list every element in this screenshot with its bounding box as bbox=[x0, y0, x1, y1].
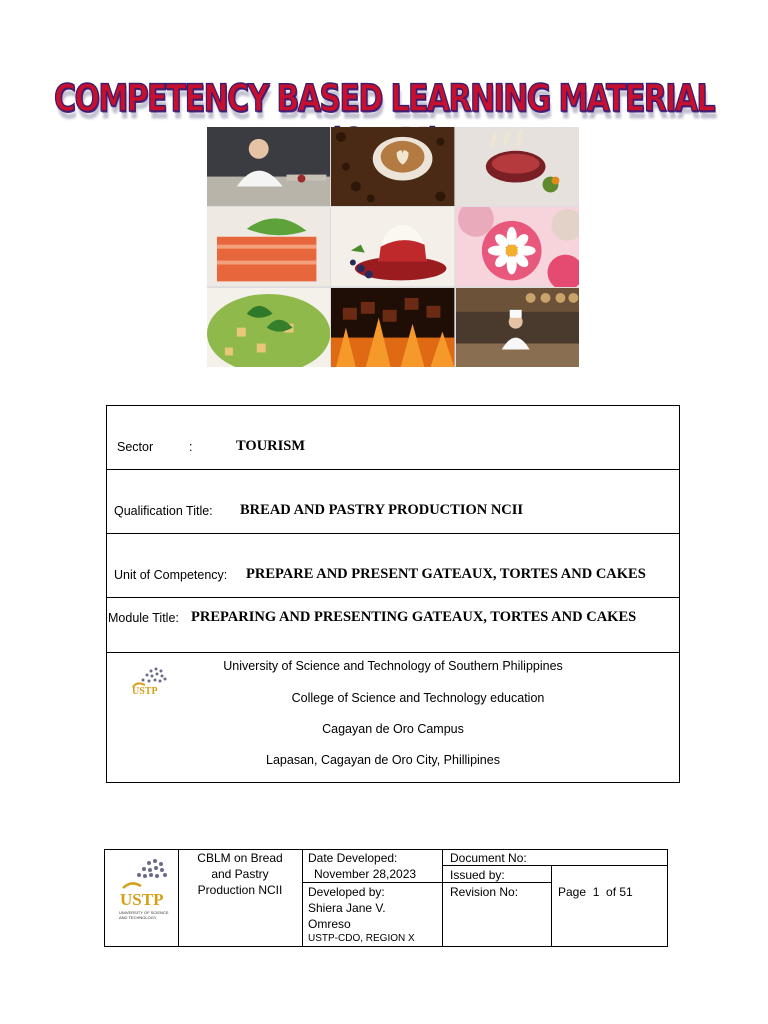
issued-by-label: Issued by: bbox=[450, 868, 505, 882]
qualification-value: BREAD AND PASTRY PRODUCTION NCII bbox=[240, 502, 524, 518]
pink-macaron-photo bbox=[456, 207, 579, 286]
qualification-row bbox=[107, 470, 679, 534]
panna-cotta-photo bbox=[331, 207, 454, 286]
qualification-label: Qualification Title: bbox=[114, 504, 213, 518]
sector-label: Sector bbox=[117, 440, 154, 454]
green-soup-photo bbox=[207, 288, 330, 367]
document-no-label: Document No: bbox=[450, 851, 527, 865]
cblm-title-cell bbox=[178, 850, 302, 898]
module-value: PREPARING AND PRESENTING GATEAUX, TORTES AND CAKES bbox=[191, 609, 637, 625]
module-row bbox=[107, 598, 679, 653]
salmon-dish-photo bbox=[207, 207, 330, 286]
footer-ustp-logo bbox=[119, 858, 173, 938]
bakery-chef-photo bbox=[456, 288, 579, 367]
developer-name-line2: Omreso bbox=[308, 917, 351, 931]
sector-value: TOURISM bbox=[236, 438, 306, 454]
cblm-title-line1: CBLM on Bread bbox=[197, 851, 283, 865]
campus-name: Cagayan de Oro Campus bbox=[322, 722, 464, 736]
module-label: Module Title: bbox=[108, 611, 179, 625]
developer-name-line1: Shiera Jane V. bbox=[308, 901, 386, 915]
ustp-logo-text: USTP bbox=[132, 686, 158, 697]
module-info-table bbox=[106, 405, 680, 783]
coffee-cup-photo bbox=[331, 127, 454, 206]
institution-name: University of Science and Technology of Southern Philippines bbox=[223, 659, 563, 673]
revision-no-label: Revision No: bbox=[450, 885, 519, 899]
sector-colon: : bbox=[189, 440, 193, 454]
food-photo-collage bbox=[207, 127, 579, 367]
footer-ustp-logo-sub: UNIVERSITY OF SCIENCE AND TECHNOLOGY bbox=[119, 910, 169, 920]
sector-row bbox=[107, 406, 679, 470]
cblm-title-line2: and Pastry bbox=[211, 867, 269, 881]
date-developed-label: Date Developed: bbox=[308, 851, 398, 865]
unit-row bbox=[107, 534, 679, 598]
unit-value: PREPARE AND PRESENT GATEAUX, TORTES AND CAKES bbox=[246, 566, 646, 582]
document-title: COMPETENCY BASED LEARNING MATERIAL bbox=[54, 77, 714, 121]
unit-label: Unit of Competency: bbox=[114, 568, 228, 582]
grilled-skewers-photo bbox=[331, 288, 454, 367]
date-developed-value: November 28,2023 bbox=[314, 867, 417, 881]
cblm-title-line3: Production NCII bbox=[197, 883, 283, 897]
chef-plating-photo bbox=[207, 127, 330, 206]
document-footer-table bbox=[104, 849, 668, 947]
footer-ustp-logo-text: USTP bbox=[120, 890, 164, 909]
institution-row bbox=[107, 653, 679, 783]
developer-org: USTP-CDO, REGION X bbox=[308, 933, 415, 944]
roast-lamb-photo bbox=[456, 127, 579, 206]
college-name: College of Science and Technology education bbox=[291, 691, 545, 705]
developed-by-label: Developed by: bbox=[308, 885, 385, 899]
page-number: Page 1 of 51 bbox=[558, 885, 633, 899]
campus-address: Lapasan, Cagayan de Oro City, Phillipines bbox=[266, 753, 500, 767]
